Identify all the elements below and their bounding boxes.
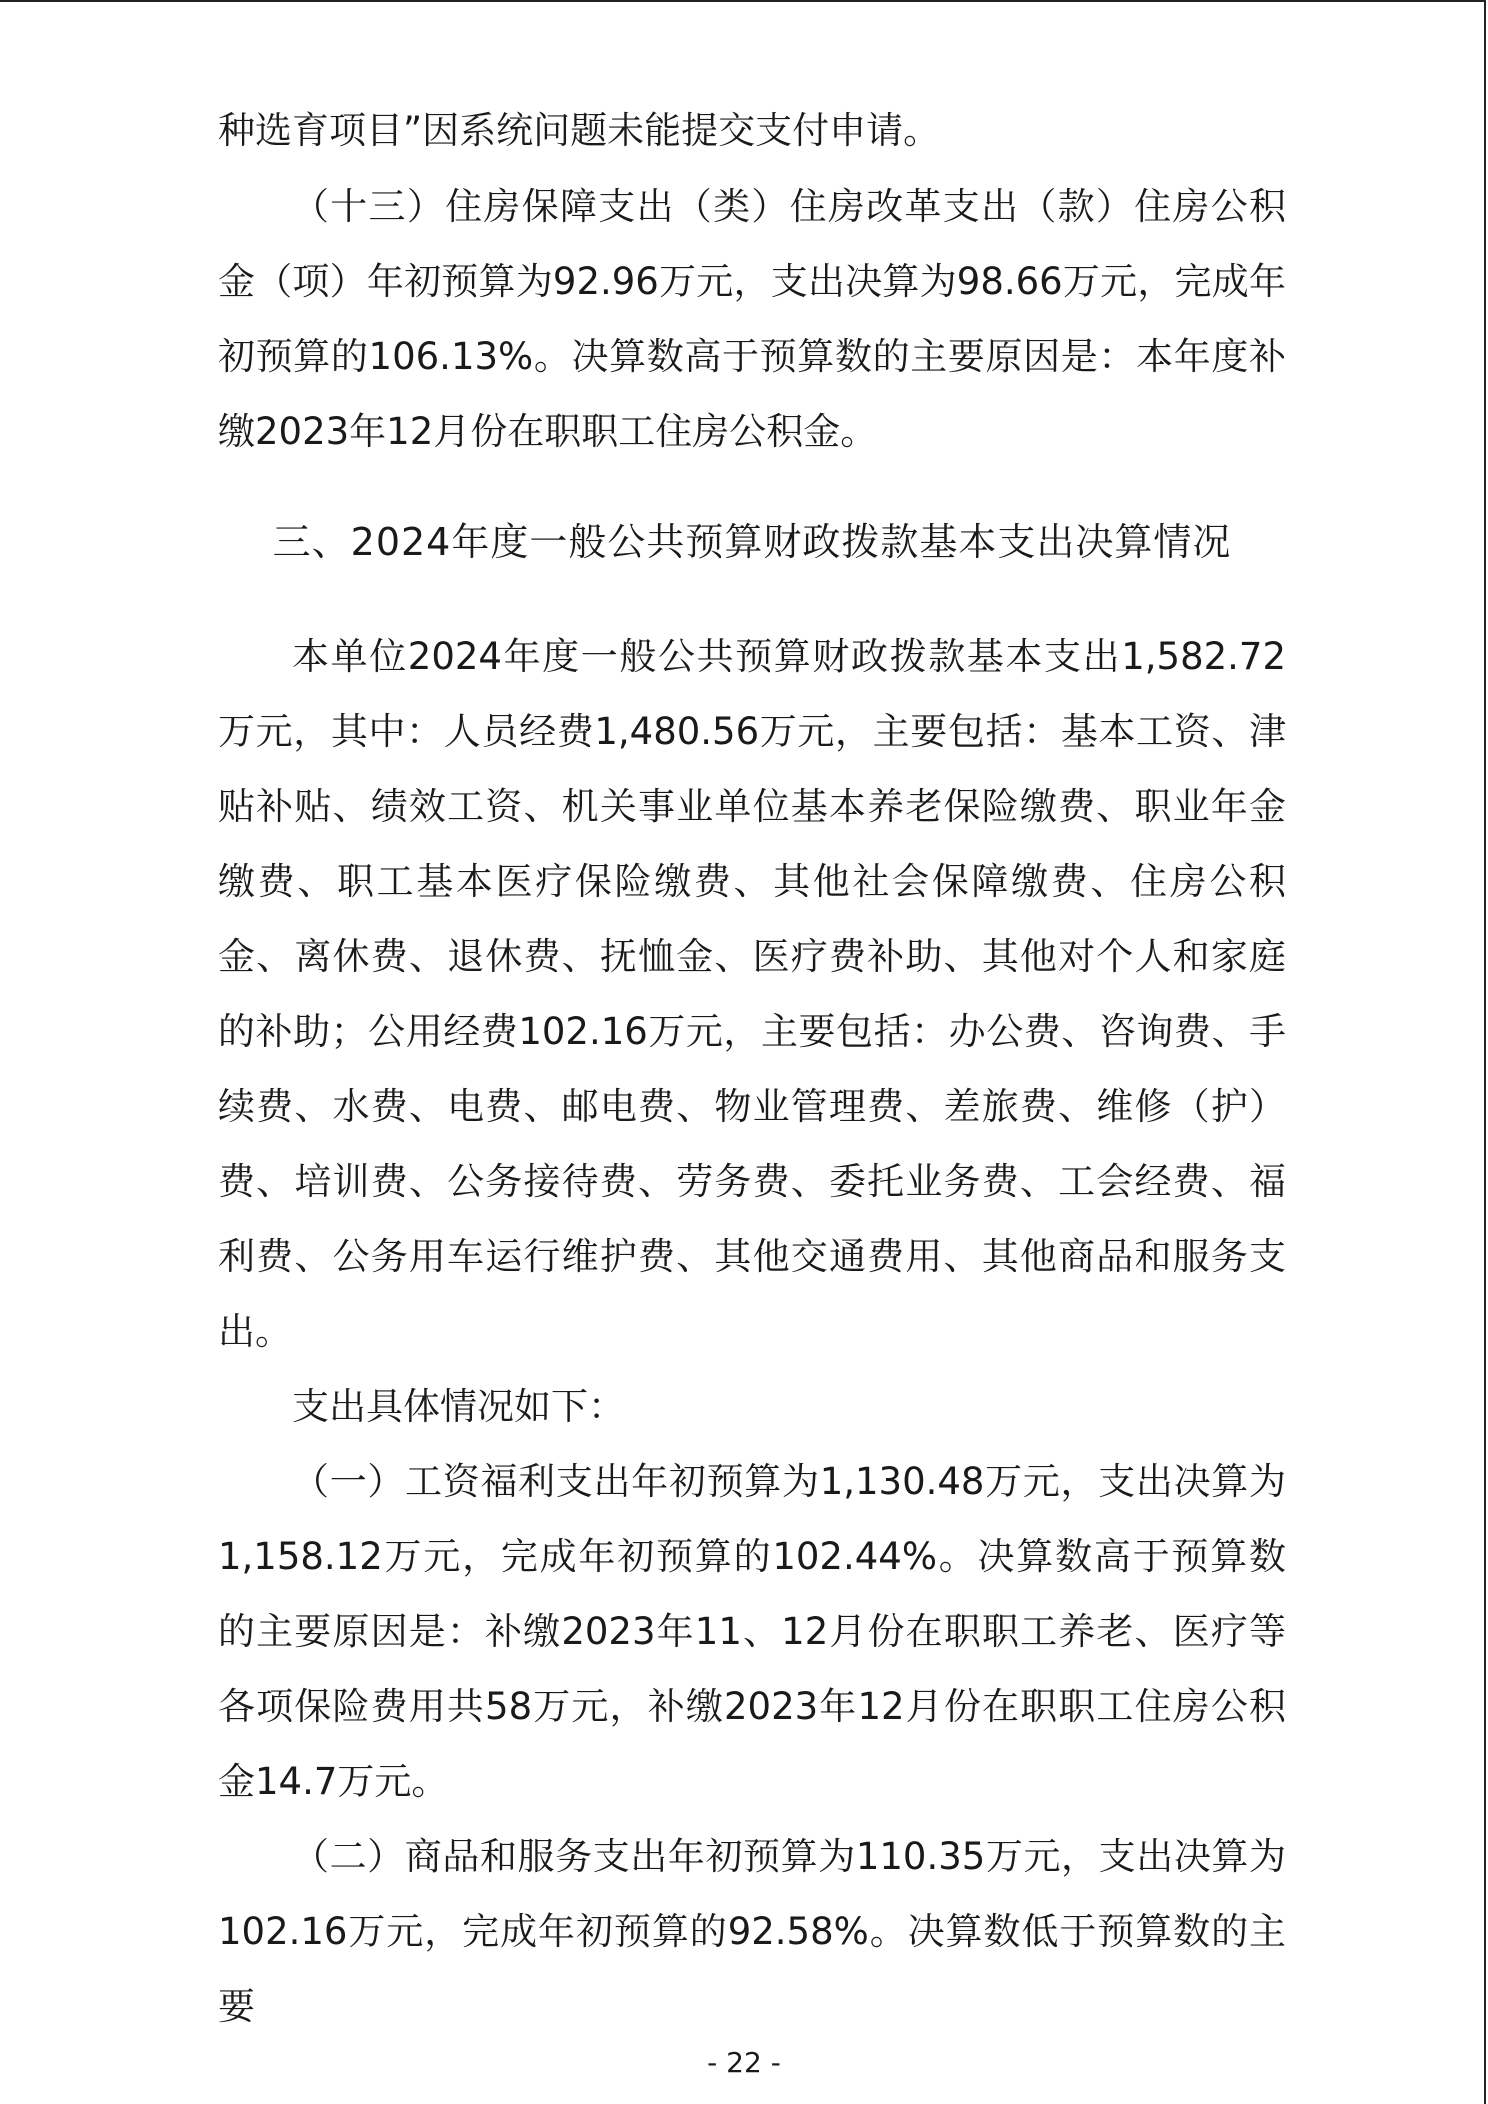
section-heading-basic-expenditure: 三、2024年度一般公共预算财政拨款基本支出决算情况 (272, 520, 1232, 564)
paragraph-housing-fund: （十三）住房保障支出（类）住房改革支出（款）住房公积金（项）年初预算为92.96万元，支出决算为98.66万元，完成年初预算的106.13%。决算数高于预算数的主要原因是：本年度补缴2023年12月份在职职工住房公积金。 (218, 185, 1286, 453)
page-number: - 22 - (707, 2046, 781, 2079)
paragraph-expenditure-details-intro: 支出具体情况如下： (292, 1385, 625, 1428)
paragraph-basic-expenditure-summary: 本单位2024年度一般公共预算财政拨款基本支出1,582.72万元，其中：人员经费1,480.56万元，主要包括：基本工资、津贴补贴、绩效工资、机关事业单位基本养老保险缴费、职业年金缴费、职工基本医疗保险缴费、其他社会保障缴费、住房公积金、离休费、退休费、抚恤金、医疗费补助、其他对个人和家庭的补助；公用经费102.16万元，主要包括：办公费、咨询费、手续费、水费、电费、邮电费、物业管理费、差旅费、维修（护）费、培训费、公务接待费、劳务费、委托业务费、工会经费、福利费、公务用车运行维护费、其他交通费用、其他商品和服务支出。 (218, 635, 1286, 1353)
paragraph-wages-welfare: （一）工资福利支出年初预算为1,130.48万元，支出决算为1,158.12万元，完成年初预算的102.44%。决算数高于预算数的主要原因是：补缴2023年11、12月份在职职工养老、医疗等各项保险费用共58万元，补缴2023年12月份在职职工住房公积金14.7万元。 (218, 1460, 1286, 1803)
paragraph-seed-project-note: 种选育项目”因系统问题未能提交支付申请。 (218, 109, 941, 152)
paragraph-goods-services: （二）商品和服务支出年初预算为110.35万元，支出决算为102.16万元，完成年初预算的92.58%。决算数低于预算数的主要 (218, 1835, 1286, 2028)
